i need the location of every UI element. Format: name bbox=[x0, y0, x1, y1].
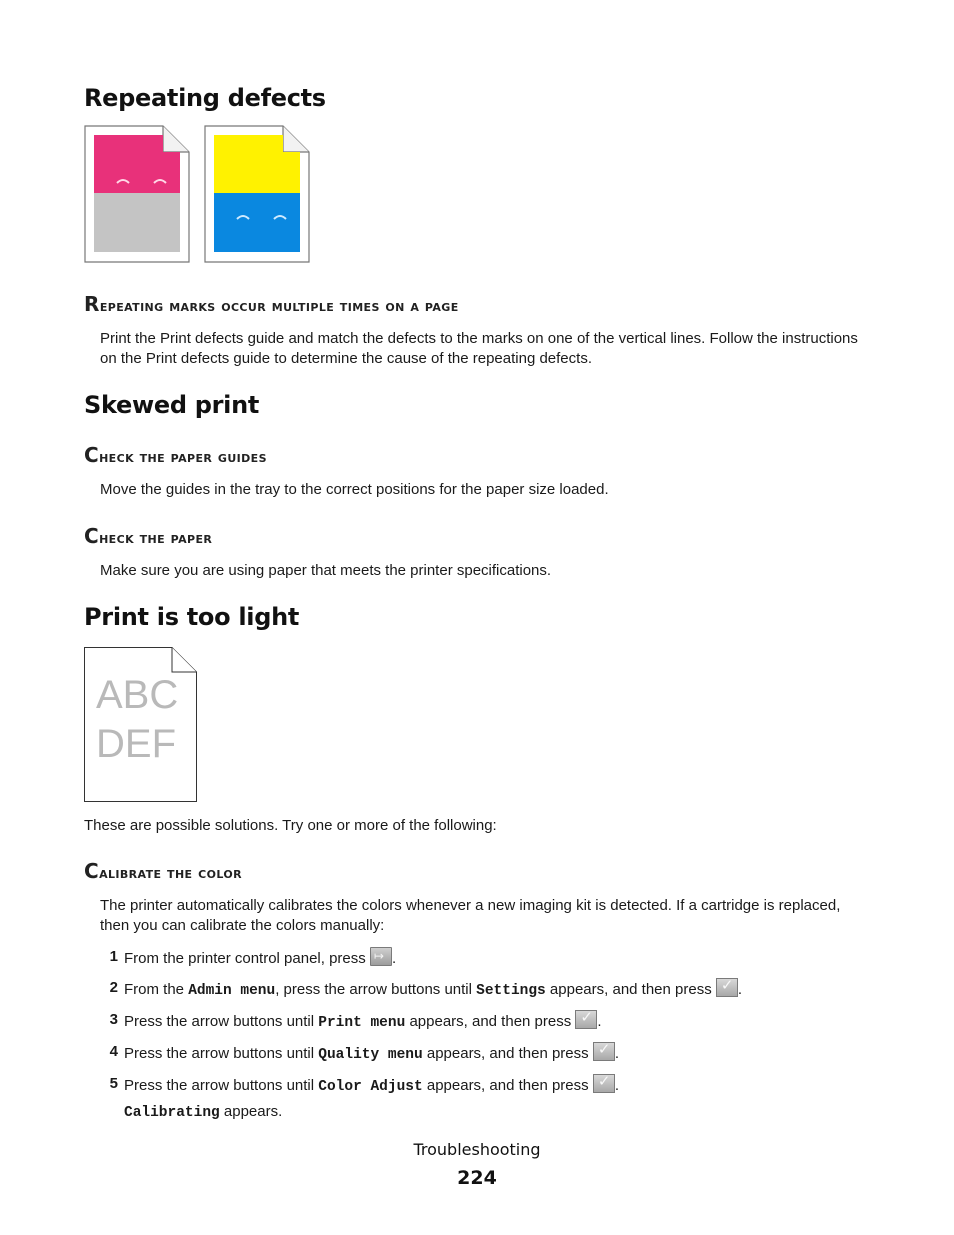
check-paper-guides-text: Move the guides in the tray to the correct positions for the paper size loaded. bbox=[100, 481, 609, 498]
step-text: appears, and then press bbox=[405, 1013, 576, 1030]
paragraph-line: then you can calibrate the colors manually: bbox=[100, 917, 385, 934]
step-text: appears, and then press bbox=[422, 1077, 593, 1094]
heading-repeating-defects: Repeating defects bbox=[84, 84, 326, 112]
menu-code: Color Adjust bbox=[318, 1079, 423, 1095]
menu-code: Print menu bbox=[318, 1015, 406, 1031]
checkmark-button-icon bbox=[716, 978, 738, 997]
subheading-check-paper-guides bbox=[84, 443, 267, 467]
step-number: 3 bbox=[109, 1011, 118, 1028]
heading-skewed-print: Skewed print bbox=[84, 391, 260, 419]
calibrate-color-text bbox=[100, 896, 840, 936]
page-number: 224 bbox=[457, 1167, 497, 1189]
sample-text-line: ABC bbox=[96, 673, 179, 717]
step-text: Press the arrow buttons until bbox=[124, 1045, 319, 1062]
paragraph-line: Print the Print defects guide and match the defects to the marks on one of the vertical lines. Follow the instructions bbox=[100, 330, 858, 347]
subheading-repeating-marks bbox=[84, 292, 459, 316]
subheading-initial: C bbox=[84, 524, 100, 548]
subheading-rest: heck the paper bbox=[99, 529, 213, 547]
step-number: 5 bbox=[109, 1075, 118, 1092]
repeating-marks-text bbox=[100, 329, 858, 369]
step-text: Press the arrow buttons until bbox=[124, 1077, 319, 1094]
subheading-initial: C bbox=[84, 443, 100, 467]
menu-code: Calibrating bbox=[124, 1105, 220, 1121]
light-print-sample bbox=[84, 647, 197, 802]
menu-code: Quality menu bbox=[318, 1047, 423, 1063]
subheading-rest: heck the paper guides bbox=[99, 448, 267, 466]
sample-text-line: DEF bbox=[96, 722, 176, 766]
step-number: 1 bbox=[109, 948, 118, 965]
step-number: 2 bbox=[109, 979, 118, 996]
checkmark-button-icon bbox=[593, 1042, 615, 1061]
subheading-calibrate-color bbox=[84, 859, 242, 883]
defect-page-yellow-blue bbox=[205, 126, 309, 262]
subheading-rest: alibrate the color bbox=[99, 864, 242, 882]
step-text: appears. bbox=[219, 1103, 283, 1120]
check-paper-text: Make sure you are using paper that meets the printer specifications. bbox=[100, 562, 552, 579]
footer-section-name: Troubleshooting bbox=[413, 1140, 541, 1159]
checkmark-button-icon bbox=[575, 1010, 597, 1029]
menu-code: Admin menu bbox=[188, 983, 276, 999]
subheading-rest: epeating marks occur multiple times on a page bbox=[99, 297, 459, 315]
subheading-initial: R bbox=[84, 292, 100, 316]
heading-print-too-light: Print is too light bbox=[84, 603, 300, 631]
step-text: , press the arrow buttons until bbox=[275, 981, 477, 998]
key-button-icon bbox=[370, 947, 392, 966]
checkmark-button-icon bbox=[593, 1074, 615, 1093]
step-number: 4 bbox=[109, 1043, 118, 1060]
possible-solutions-intro: These are possible solutions. Try one or more of the following: bbox=[84, 817, 497, 834]
defect-page-magenta bbox=[85, 126, 189, 262]
step-text: From the bbox=[124, 981, 189, 998]
paragraph-line: The printer automatically calibrates the colors whenever a new imaging kit is detected. If a cartridge is replaced, bbox=[100, 897, 841, 914]
paragraph-line: on the Print defects guide to determine the cause of the repeating defects. bbox=[100, 350, 592, 367]
subheading-check-paper bbox=[84, 524, 212, 548]
subheading-initial: C bbox=[84, 859, 100, 883]
step-text: Press the arrow buttons until bbox=[124, 1013, 319, 1030]
step-text: appears, and then press bbox=[422, 1045, 593, 1062]
step-text: From the printer control panel, press bbox=[124, 950, 370, 967]
step-text: appears, and then press bbox=[545, 981, 716, 998]
repeating-defects-illustration bbox=[84, 125, 314, 265]
menu-code: Settings bbox=[476, 983, 546, 999]
